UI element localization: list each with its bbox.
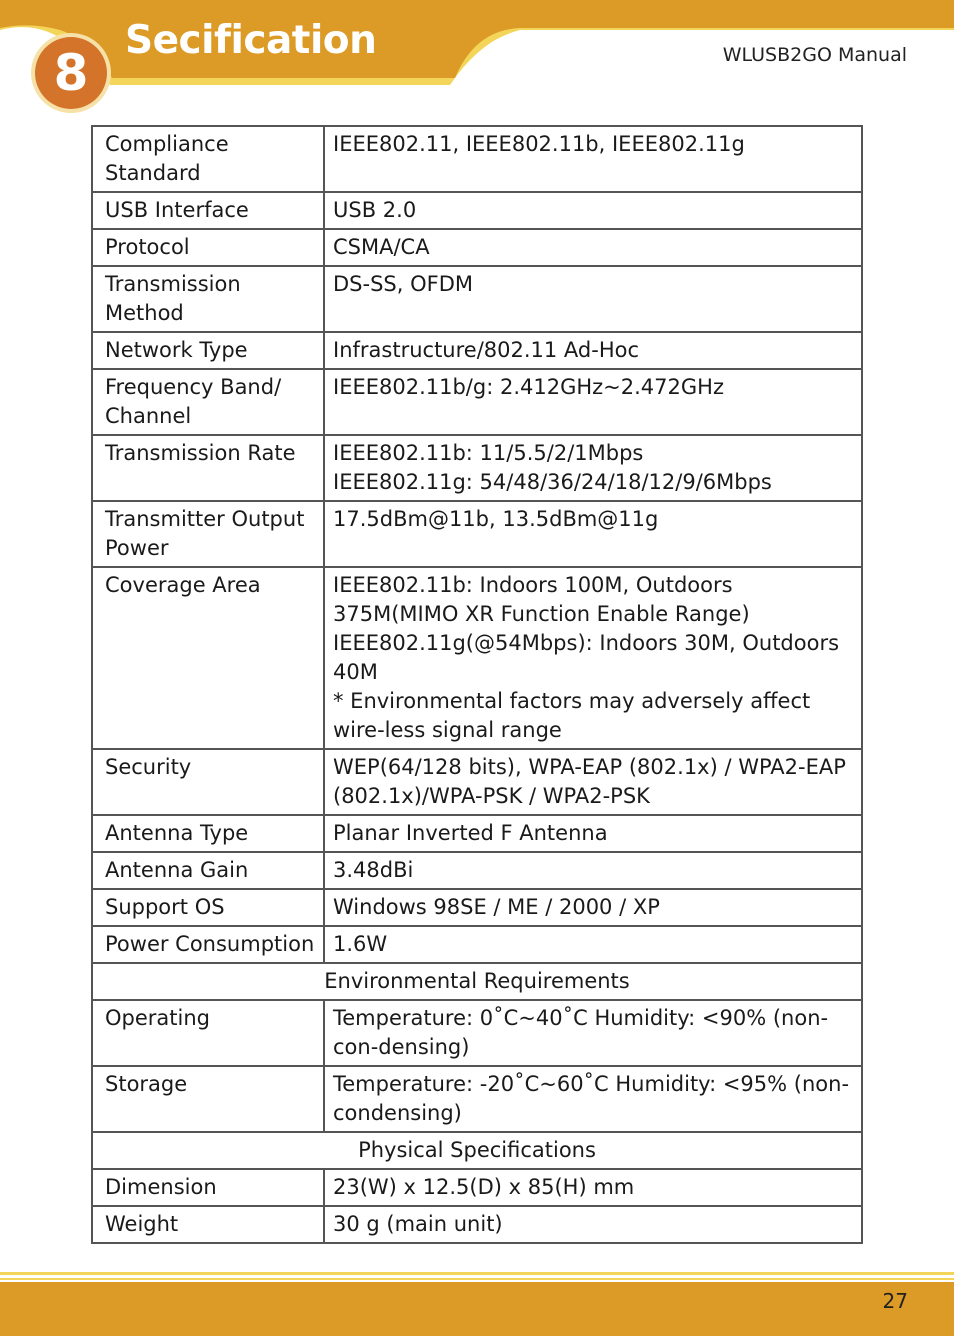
spec-value: IEEE802.11, IEEE802.11b, IEEE802.11g — [324, 126, 862, 192]
table-row — [92, 332, 862, 369]
spec-value: Temperature: 0˚C~40˚C Humidity: <90% (non-con-densing) — [324, 1000, 862, 1066]
spec-value: 1.6W — [324, 926, 862, 963]
table-row — [92, 1000, 862, 1066]
physical-heading: Physical Specifications — [92, 1132, 862, 1169]
table-row — [92, 435, 862, 501]
table-row — [92, 815, 862, 852]
spec-value — [324, 567, 862, 749]
spec-value: 23(W) x 12.5(D) x 85(H) mm — [324, 1169, 862, 1206]
table-row — [92, 567, 862, 749]
spec-value: USB 2.0 — [324, 192, 862, 229]
spec-value: Windows 98SE / ME / 2000 / XP — [324, 889, 862, 926]
table-row — [92, 1206, 862, 1243]
spec-label: Antenna Type — [92, 815, 324, 852]
spec-label: Dimension — [92, 1169, 324, 1206]
spec-label: Power Consumption — [92, 926, 324, 963]
spec-value: WEP(64/128 bits), WPA-EAP (802.1x) / WPA2-EAP (802.1x)/WPA-PSK / WPA2-PSK — [324, 749, 862, 815]
spec-label: Support OS — [92, 889, 324, 926]
table-row — [92, 369, 862, 435]
spec-label: USB Interface — [92, 192, 324, 229]
table-row — [92, 126, 862, 192]
environmental-heading: Environmental Requirements — [92, 963, 862, 1000]
value-line: * Environmental factors may adversely affect wire-less signal range — [333, 689, 811, 742]
spec-value: CSMA/CA — [324, 229, 862, 266]
spec-value: DS-SS, OFDM — [324, 266, 862, 332]
table-row — [92, 192, 862, 229]
spec-value — [324, 435, 862, 501]
section-heading-row — [92, 1132, 862, 1169]
spec-label: Network Type — [92, 332, 324, 369]
chapter-number: 8 — [53, 44, 89, 102]
spec-label: Compliance Standard — [92, 126, 324, 192]
spec-label: Weight — [92, 1206, 324, 1243]
page-number: 27 — [882, 1289, 908, 1313]
spec-value: Temperature: -20˚C~60˚C Humidity: <95% (non-condensing) — [324, 1066, 862, 1132]
spec-value: 3.48dBi — [324, 852, 862, 889]
spec-value: 17.5dBm@11b, 13.5dBm@11g — [324, 501, 862, 567]
table-row — [92, 749, 862, 815]
value-line: IEEE802.11b: Indoors 100M, Outdoors 375M(MIMO XR Function Enable Range) — [333, 573, 750, 626]
section-heading-row — [92, 963, 862, 1000]
table-row — [92, 501, 862, 567]
table-row — [92, 1169, 862, 1206]
table-row — [92, 889, 862, 926]
spec-value: Planar Inverted F Antenna — [324, 815, 862, 852]
table-row — [92, 229, 862, 266]
manual-name: WLUSB2GO Manual — [722, 44, 907, 66]
footer-banner — [0, 1268, 954, 1336]
spec-label: Transmitter Output Power — [92, 501, 324, 567]
value-line: IEEE802.11b: 11/5.5/2/1Mbps — [333, 441, 644, 465]
spec-label: Antenna Gain — [92, 852, 324, 889]
spec-value: 30 g (main unit) — [324, 1206, 862, 1243]
spec-label: Coverage Area — [92, 567, 324, 749]
table-row — [92, 266, 862, 332]
value-line: IEEE802.11g: 54/48/36/24/18/12/9/6Mbps — [333, 470, 772, 494]
section-title: Secification — [125, 18, 377, 63]
table-row — [92, 926, 862, 963]
spec-label: Protocol — [92, 229, 324, 266]
spec-label: Storage — [92, 1066, 324, 1132]
specification-table — [91, 125, 863, 1244]
spec-label: Security — [92, 749, 324, 815]
spec-label: Operating — [92, 1000, 324, 1066]
spec-value: Infrastructure/802.11 Ad-Hoc — [324, 332, 862, 369]
spec-value: IEEE802.11b/g: 2.412GHz~2.472GHz — [324, 369, 862, 435]
table-row — [92, 1066, 862, 1132]
value-line: IEEE802.11g(@54Mbps): Indoors 30M, Outdoors 40M — [333, 631, 840, 684]
table-row — [92, 852, 862, 889]
spec-label: Frequency Band/ Channel — [92, 369, 324, 435]
spec-label: Transmission Rate — [92, 435, 324, 501]
spec-label: Transmission Method — [92, 266, 324, 332]
